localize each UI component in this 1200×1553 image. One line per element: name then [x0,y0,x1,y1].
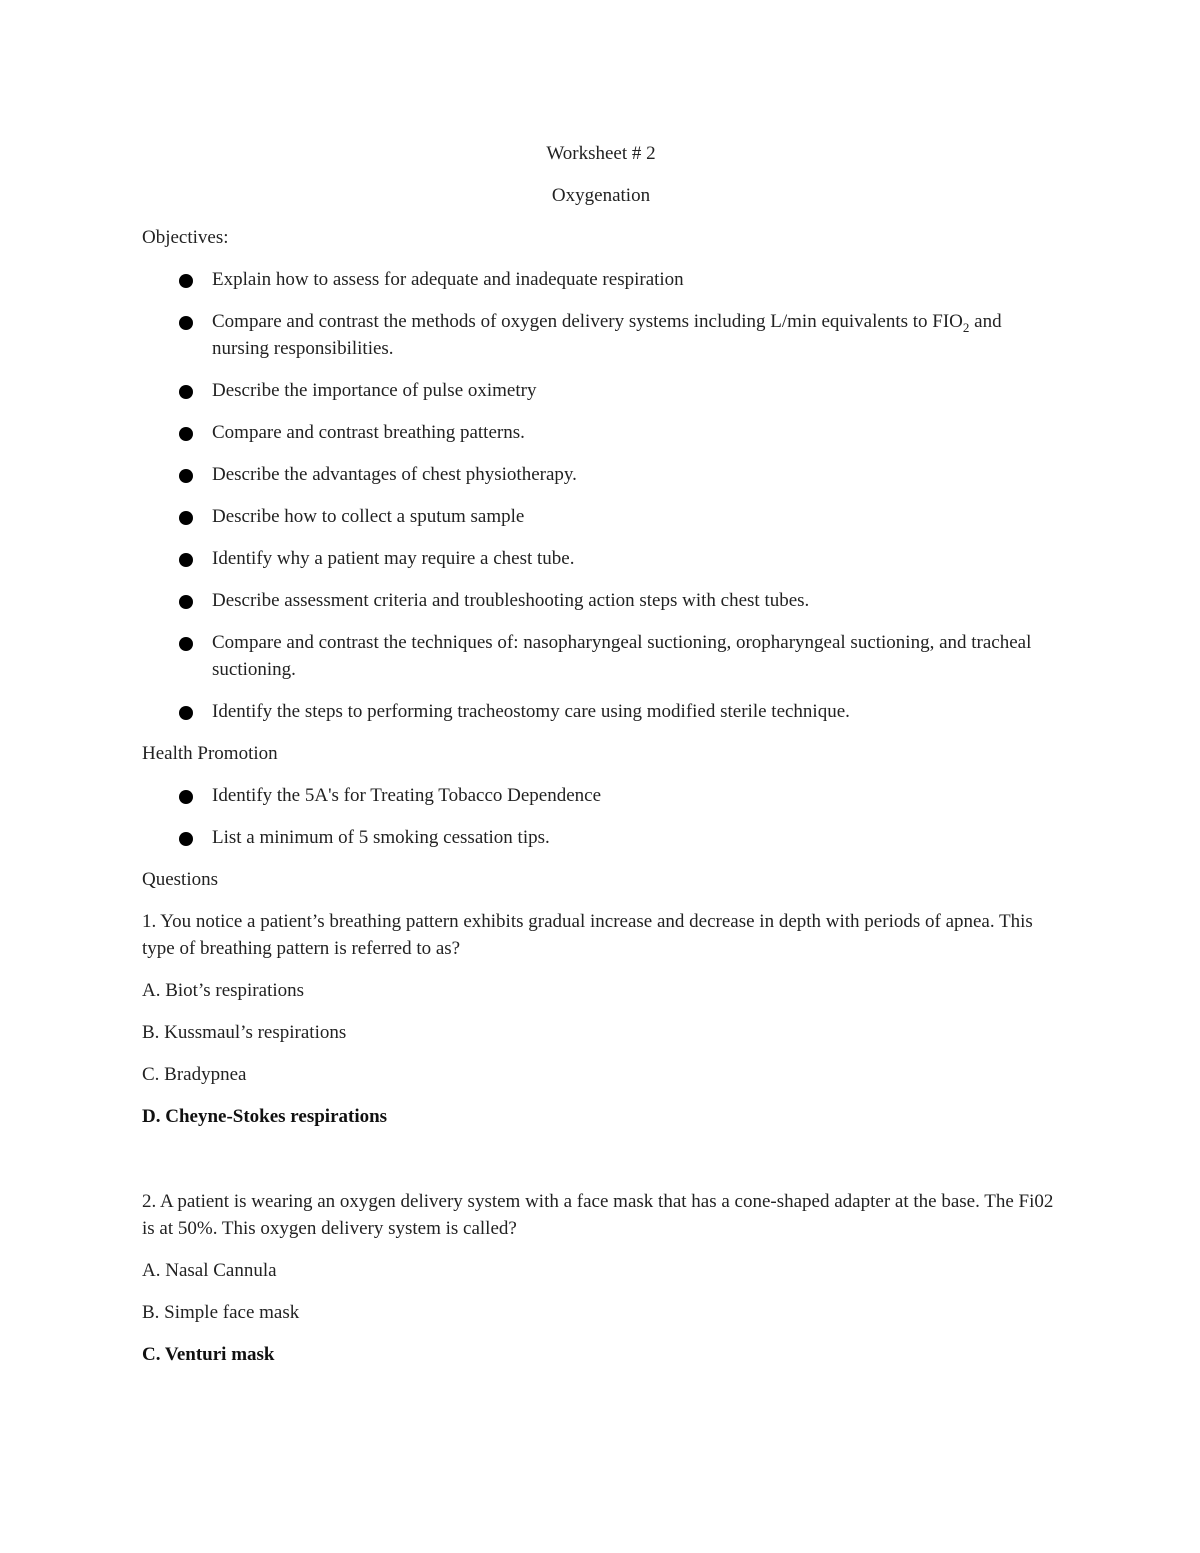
oxygen-text-before: Compare and contrast the methods of oxygen delivery systems including L/min equivalents to FIO [212,311,963,332]
list-item-text: Describe how to collect a sputum sample [212,506,525,527]
bullet-icon [179,790,193,804]
document-content [142,140,1060,1383]
health-promotion-heading: Health Promotion [142,743,278,764]
list-item-text: List a minimum of 5 smoking cessation tips. [212,827,550,848]
list-item-text: Identify the 5A's for Treating Tobacco Dependence [212,785,602,806]
list-item-text: Describe the importance of pulse oximetry [212,380,537,401]
list-item-text: Compare and contrast the techniques of: nasopharyngeal suctioning, oropharyngeal suctioning, and tracheal suctioning. [212,632,1032,680]
bullet-icon [179,427,193,441]
oxygen-subscript: 2 [962,319,970,335]
question-1-answer: D. Cheyne-Stokes respirations [142,1106,388,1127]
health-promotion-list [142,782,1060,851]
list-item-text: Identify the steps to performing tracheostomy care using modified sterile technique. [212,701,850,722]
question-2-text: 2. A patient is wearing an oxygen delivery system with a face mask that has a cone-shaped adapter at the base. The Fi02 is at 50%. This oxygen delivery system is called? [142,1191,1054,1239]
list-item-text: Describe the advantages of chest physiotherapy. [212,464,577,485]
list-item [142,782,1060,809]
list-item-text: Describe assessment criteria and troubleshooting action steps with chest tubes. [212,590,810,611]
list-item-text: Explain how to assess for adequate and inadequate respiration [212,269,684,290]
list-item [142,587,1060,614]
question-2-option-b: B. Simple face mask [142,1302,300,1323]
question-1-text: 1. You notice a patient’s breathing pattern exhibits gradual increase and decrease in depth with periods of apnea. This type of breathing pattern is referred to as? [142,911,1033,959]
list-item [142,266,1060,293]
questions-heading: Questions [142,869,218,890]
list-item [142,419,1060,446]
question-1-option-a: A. Biot’s respirations [142,980,305,1001]
bullet-icon [179,637,193,651]
list-item-text: Identify why a patient may require a chest tube. [212,548,575,569]
bullet-icon [179,316,193,330]
list-item [142,629,1060,683]
bullet-icon [179,832,193,846]
bullet-icon [179,706,193,720]
list-item [142,545,1060,572]
question-2-answer: C. Venturi mask [142,1344,275,1365]
bullet-icon [179,553,193,567]
bullet-icon [179,511,193,525]
bullet-icon [179,385,193,399]
question-1-option-c: C. Bradypnea [142,1064,247,1085]
list-item-text-oxygen [212,311,1002,359]
bullet-icon [179,274,193,288]
list-item [142,377,1060,404]
worksheet-title: Worksheet # 2 [546,143,656,164]
question-2-option-a: A. Nasal Cannula [142,1260,277,1281]
bullet-icon [179,595,193,609]
list-item [142,824,1060,851]
list-item [142,503,1060,530]
oxygen-text-after: and nursing responsibilities. [212,311,1002,359]
list-item [142,698,1060,725]
objectives-heading: Objectives: [142,227,229,248]
objectives-list [142,266,1060,725]
list-item [142,461,1060,488]
list-item-text: Compare and contrast breathing patterns. [212,422,525,443]
question-1-option-b: B. Kussmaul’s respirations [142,1022,347,1043]
spacer [142,1145,1060,1188]
list-item [142,308,1060,362]
bullet-icon [179,469,193,483]
worksheet-subtitle: Oxygenation [551,185,651,206]
